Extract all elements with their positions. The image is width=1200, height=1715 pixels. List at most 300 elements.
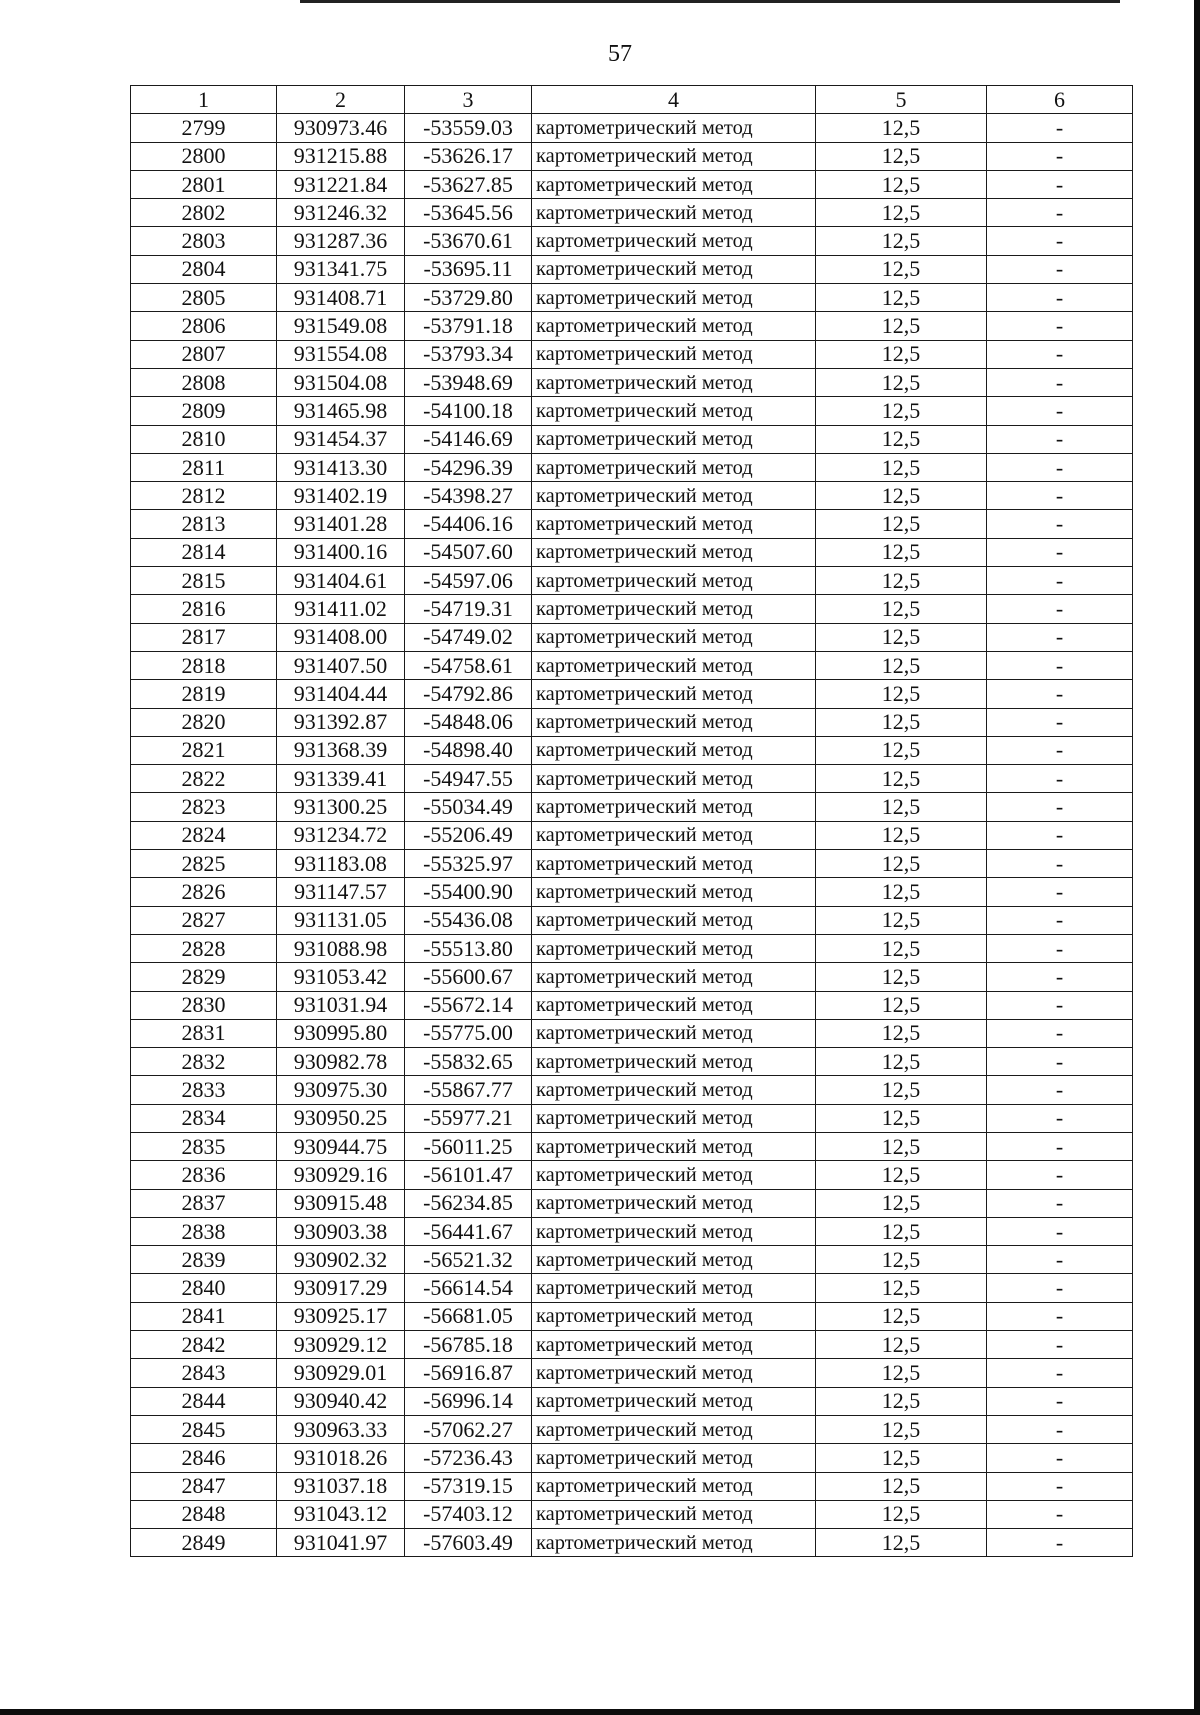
table-row bbox=[131, 538, 1133, 566]
point-number-cell: 2837 bbox=[131, 1189, 277, 1217]
method-cell: картометрический метод bbox=[532, 482, 816, 510]
method-cell: картометрический метод bbox=[532, 170, 816, 198]
y-coordinate-cell: -55206.49 bbox=[405, 821, 532, 849]
y-coordinate-cell: -55775.00 bbox=[405, 1019, 532, 1047]
table-row bbox=[131, 1161, 1133, 1189]
x-coordinate-cell: 931554.08 bbox=[277, 340, 405, 368]
x-coordinate-cell: 930982.78 bbox=[277, 1048, 405, 1076]
point-number-cell: 2838 bbox=[131, 1217, 277, 1245]
accuracy-cell: 12,5 bbox=[816, 1019, 987, 1047]
method-cell: картометрический метод bbox=[532, 425, 816, 453]
column-header: 6 bbox=[987, 86, 1133, 114]
accuracy-cell: 12,5 bbox=[816, 1189, 987, 1217]
note-cell: - bbox=[987, 340, 1133, 368]
accuracy-cell: 12,5 bbox=[816, 680, 987, 708]
x-coordinate-cell: 931215.88 bbox=[277, 142, 405, 170]
point-number-cell: 2820 bbox=[131, 708, 277, 736]
point-number-cell: 2848 bbox=[131, 1500, 277, 1528]
table-row bbox=[131, 623, 1133, 651]
scan-edge-right bbox=[1194, 0, 1200, 1715]
table-row bbox=[131, 227, 1133, 255]
table-row bbox=[131, 170, 1133, 198]
y-coordinate-cell: -57403.12 bbox=[405, 1500, 532, 1528]
table-row bbox=[131, 199, 1133, 227]
accuracy-cell: 12,5 bbox=[816, 170, 987, 198]
y-coordinate-cell: -57603.49 bbox=[405, 1529, 532, 1557]
x-coordinate-cell: 931400.16 bbox=[277, 538, 405, 566]
x-coordinate-cell: 931408.71 bbox=[277, 284, 405, 312]
point-number-cell: 2813 bbox=[131, 510, 277, 538]
note-cell: - bbox=[987, 878, 1133, 906]
x-coordinate-cell: 931300.25 bbox=[277, 793, 405, 821]
note-cell: - bbox=[987, 991, 1133, 1019]
accuracy-cell: 12,5 bbox=[816, 765, 987, 793]
y-coordinate-cell: -53791.18 bbox=[405, 312, 532, 340]
table-row bbox=[131, 1359, 1133, 1387]
note-cell: - bbox=[987, 1246, 1133, 1274]
table-row bbox=[131, 1444, 1133, 1472]
x-coordinate-cell: 931401.28 bbox=[277, 510, 405, 538]
table-row bbox=[131, 878, 1133, 906]
y-coordinate-cell: -53729.80 bbox=[405, 284, 532, 312]
y-coordinate-cell: -54398.27 bbox=[405, 482, 532, 510]
accuracy-cell: 12,5 bbox=[816, 510, 987, 538]
x-coordinate-cell: 930915.48 bbox=[277, 1189, 405, 1217]
point-number-cell: 2817 bbox=[131, 623, 277, 651]
y-coordinate-cell: -54406.16 bbox=[405, 510, 532, 538]
x-coordinate-cell: 931504.08 bbox=[277, 368, 405, 396]
method-cell: картометрический метод bbox=[532, 1161, 816, 1189]
table-row bbox=[131, 368, 1133, 396]
y-coordinate-cell: -56916.87 bbox=[405, 1359, 532, 1387]
accuracy-cell: 12,5 bbox=[816, 878, 987, 906]
table-row bbox=[131, 1246, 1133, 1274]
point-number-cell: 2828 bbox=[131, 934, 277, 962]
scan-edge-top bbox=[300, 0, 1120, 3]
x-coordinate-cell: 931183.08 bbox=[277, 850, 405, 878]
y-coordinate-cell: -55867.77 bbox=[405, 1076, 532, 1104]
note-cell: - bbox=[987, 1189, 1133, 1217]
note-cell: - bbox=[987, 680, 1133, 708]
y-coordinate-cell: -53793.34 bbox=[405, 340, 532, 368]
x-coordinate-cell: 931088.98 bbox=[277, 934, 405, 962]
method-cell: картометрический метод bbox=[532, 623, 816, 651]
table-row bbox=[131, 1500, 1133, 1528]
accuracy-cell: 12,5 bbox=[816, 1302, 987, 1330]
accuracy-cell: 12,5 bbox=[816, 312, 987, 340]
note-cell: - bbox=[987, 1274, 1133, 1302]
accuracy-cell: 12,5 bbox=[816, 850, 987, 878]
accuracy-cell: 12,5 bbox=[816, 651, 987, 679]
x-coordinate-cell: 930963.33 bbox=[277, 1415, 405, 1443]
method-cell: картометрический метод bbox=[532, 906, 816, 934]
point-number-cell: 2818 bbox=[131, 651, 277, 679]
y-coordinate-cell: -53948.69 bbox=[405, 368, 532, 396]
accuracy-cell: 12,5 bbox=[816, 453, 987, 481]
accuracy-cell: 12,5 bbox=[816, 906, 987, 934]
accuracy-cell: 12,5 bbox=[816, 1444, 987, 1472]
y-coordinate-cell: -56101.47 bbox=[405, 1161, 532, 1189]
note-cell: - bbox=[987, 906, 1133, 934]
point-number-cell: 2832 bbox=[131, 1048, 277, 1076]
accuracy-cell: 12,5 bbox=[816, 934, 987, 962]
x-coordinate-cell: 931037.18 bbox=[277, 1472, 405, 1500]
x-coordinate-cell: 930975.30 bbox=[277, 1076, 405, 1104]
y-coordinate-cell: -54100.18 bbox=[405, 397, 532, 425]
column-header: 2 bbox=[277, 86, 405, 114]
point-number-cell: 2827 bbox=[131, 906, 277, 934]
column-header: 3 bbox=[405, 86, 532, 114]
table-row bbox=[131, 736, 1133, 764]
x-coordinate-cell: 930903.38 bbox=[277, 1217, 405, 1245]
note-cell: - bbox=[987, 1472, 1133, 1500]
y-coordinate-cell: -54146.69 bbox=[405, 425, 532, 453]
y-coordinate-cell: -53559.03 bbox=[405, 114, 532, 142]
note-cell: - bbox=[987, 1387, 1133, 1415]
point-number-cell: 2814 bbox=[131, 538, 277, 566]
method-cell: картометрический метод bbox=[532, 1359, 816, 1387]
accuracy-cell: 12,5 bbox=[816, 1076, 987, 1104]
note-cell: - bbox=[987, 1217, 1133, 1245]
point-number-cell: 2815 bbox=[131, 567, 277, 595]
point-number-cell: 2845 bbox=[131, 1415, 277, 1443]
method-cell: картометрический метод bbox=[532, 284, 816, 312]
point-number-cell: 2829 bbox=[131, 963, 277, 991]
x-coordinate-cell: 930995.80 bbox=[277, 1019, 405, 1047]
table-row bbox=[131, 397, 1133, 425]
table-row bbox=[131, 1019, 1133, 1047]
method-cell: картометрический метод bbox=[532, 114, 816, 142]
note-cell: - bbox=[987, 1500, 1133, 1528]
note-cell: - bbox=[987, 934, 1133, 962]
method-cell: картометрический метод bbox=[532, 1472, 816, 1500]
method-cell: картометрический метод bbox=[532, 1274, 816, 1302]
y-coordinate-cell: -55400.90 bbox=[405, 878, 532, 906]
point-number-cell: 2834 bbox=[131, 1104, 277, 1132]
method-cell: картометрический метод bbox=[532, 850, 816, 878]
point-number-cell: 2804 bbox=[131, 255, 277, 283]
coordinates-table bbox=[130, 85, 1133, 1557]
x-coordinate-cell: 930902.32 bbox=[277, 1246, 405, 1274]
point-number-cell: 2808 bbox=[131, 368, 277, 396]
x-coordinate-cell: 931408.00 bbox=[277, 623, 405, 651]
method-cell: картометрический метод bbox=[532, 1415, 816, 1443]
method-cell: картометрический метод bbox=[532, 1387, 816, 1415]
y-coordinate-cell: -54719.31 bbox=[405, 595, 532, 623]
note-cell: - bbox=[987, 1161, 1133, 1189]
y-coordinate-cell: -54758.61 bbox=[405, 651, 532, 679]
point-number-cell: 2819 bbox=[131, 680, 277, 708]
y-coordinate-cell: -54848.06 bbox=[405, 708, 532, 736]
x-coordinate-cell: 931031.94 bbox=[277, 991, 405, 1019]
table-row bbox=[131, 595, 1133, 623]
table-row bbox=[131, 1331, 1133, 1359]
table-row bbox=[131, 1132, 1133, 1160]
method-cell: картометрический метод bbox=[532, 199, 816, 227]
table-row bbox=[131, 765, 1133, 793]
point-number-cell: 2846 bbox=[131, 1444, 277, 1472]
accuracy-cell: 12,5 bbox=[816, 1048, 987, 1076]
method-cell: картометрический метод bbox=[532, 567, 816, 595]
method-cell: картометрический метод bbox=[532, 963, 816, 991]
note-cell: - bbox=[987, 170, 1133, 198]
point-number-cell: 2803 bbox=[131, 227, 277, 255]
y-coordinate-cell: -55832.65 bbox=[405, 1048, 532, 1076]
table-row bbox=[131, 1302, 1133, 1330]
x-coordinate-cell: 931549.08 bbox=[277, 312, 405, 340]
x-coordinate-cell: 931465.98 bbox=[277, 397, 405, 425]
table-row bbox=[131, 850, 1133, 878]
table-row bbox=[131, 821, 1133, 849]
x-coordinate-cell: 930940.42 bbox=[277, 1387, 405, 1415]
y-coordinate-cell: -55034.49 bbox=[405, 793, 532, 821]
accuracy-cell: 12,5 bbox=[816, 114, 987, 142]
method-cell: картометрический метод bbox=[532, 1048, 816, 1076]
accuracy-cell: 12,5 bbox=[816, 340, 987, 368]
note-cell: - bbox=[987, 510, 1133, 538]
method-cell: картометрический метод bbox=[532, 1246, 816, 1274]
note-cell: - bbox=[987, 1302, 1133, 1330]
accuracy-cell: 12,5 bbox=[816, 368, 987, 396]
x-coordinate-cell: 931341.75 bbox=[277, 255, 405, 283]
accuracy-cell: 12,5 bbox=[816, 708, 987, 736]
method-cell: картометрический метод bbox=[532, 142, 816, 170]
table-row bbox=[131, 312, 1133, 340]
point-number-cell: 2805 bbox=[131, 284, 277, 312]
accuracy-cell: 12,5 bbox=[816, 1274, 987, 1302]
y-coordinate-cell: -54597.06 bbox=[405, 567, 532, 595]
accuracy-cell: 12,5 bbox=[816, 425, 987, 453]
y-coordinate-cell: -54792.86 bbox=[405, 680, 532, 708]
note-cell: - bbox=[987, 199, 1133, 227]
table-row bbox=[131, 510, 1133, 538]
point-number-cell: 2843 bbox=[131, 1359, 277, 1387]
method-cell: картометрический метод bbox=[532, 878, 816, 906]
table-row bbox=[131, 934, 1133, 962]
x-coordinate-cell: 931221.84 bbox=[277, 170, 405, 198]
accuracy-cell: 12,5 bbox=[816, 1359, 987, 1387]
note-cell: - bbox=[987, 1104, 1133, 1132]
table-row bbox=[131, 1274, 1133, 1302]
y-coordinate-cell: -57062.27 bbox=[405, 1415, 532, 1443]
x-coordinate-cell: 931131.05 bbox=[277, 906, 405, 934]
accuracy-cell: 12,5 bbox=[816, 1529, 987, 1557]
y-coordinate-cell: -54507.60 bbox=[405, 538, 532, 566]
y-coordinate-cell: -55600.67 bbox=[405, 963, 532, 991]
x-coordinate-cell: 931411.02 bbox=[277, 595, 405, 623]
y-coordinate-cell: -55436.08 bbox=[405, 906, 532, 934]
point-number-cell: 2835 bbox=[131, 1132, 277, 1160]
note-cell: - bbox=[987, 567, 1133, 595]
y-coordinate-cell: -55672.14 bbox=[405, 991, 532, 1019]
note-cell: - bbox=[987, 368, 1133, 396]
point-number-cell: 2830 bbox=[131, 991, 277, 1019]
method-cell: картометрический метод bbox=[532, 1132, 816, 1160]
note-cell: - bbox=[987, 595, 1133, 623]
accuracy-cell: 12,5 bbox=[816, 595, 987, 623]
note-cell: - bbox=[987, 397, 1133, 425]
note-cell: - bbox=[987, 538, 1133, 566]
x-coordinate-cell: 931407.50 bbox=[277, 651, 405, 679]
note-cell: - bbox=[987, 821, 1133, 849]
method-cell: картометрический метод bbox=[532, 1529, 816, 1557]
table-row bbox=[131, 1387, 1133, 1415]
note-cell: - bbox=[987, 284, 1133, 312]
point-number-cell: 2833 bbox=[131, 1076, 277, 1104]
table-row bbox=[131, 482, 1133, 510]
note-cell: - bbox=[987, 453, 1133, 481]
point-number-cell: 2807 bbox=[131, 340, 277, 368]
note-cell: - bbox=[987, 1359, 1133, 1387]
accuracy-cell: 12,5 bbox=[816, 255, 987, 283]
method-cell: картометрический метод bbox=[532, 1217, 816, 1245]
x-coordinate-cell: 930973.46 bbox=[277, 114, 405, 142]
table-row bbox=[131, 651, 1133, 679]
note-cell: - bbox=[987, 255, 1133, 283]
point-number-cell: 2826 bbox=[131, 878, 277, 906]
accuracy-cell: 12,5 bbox=[816, 284, 987, 312]
point-number-cell: 2823 bbox=[131, 793, 277, 821]
x-coordinate-cell: 930929.12 bbox=[277, 1331, 405, 1359]
x-coordinate-cell: 931402.19 bbox=[277, 482, 405, 510]
point-number-cell: 2841 bbox=[131, 1302, 277, 1330]
accuracy-cell: 12,5 bbox=[816, 963, 987, 991]
method-cell: картометрический метод bbox=[532, 1444, 816, 1472]
accuracy-cell: 12,5 bbox=[816, 199, 987, 227]
method-cell: картометрический метод bbox=[532, 312, 816, 340]
x-coordinate-cell: 930925.17 bbox=[277, 1302, 405, 1330]
point-number-cell: 2842 bbox=[131, 1331, 277, 1359]
method-cell: картометрический метод bbox=[532, 397, 816, 425]
y-coordinate-cell: -53695.11 bbox=[405, 255, 532, 283]
point-number-cell: 2822 bbox=[131, 765, 277, 793]
note-cell: - bbox=[987, 1444, 1133, 1472]
y-coordinate-cell: -54898.40 bbox=[405, 736, 532, 764]
accuracy-cell: 12,5 bbox=[816, 1500, 987, 1528]
note-cell: - bbox=[987, 651, 1133, 679]
x-coordinate-cell: 931246.32 bbox=[277, 199, 405, 227]
point-number-cell: 2824 bbox=[131, 821, 277, 849]
x-coordinate-cell: 931147.57 bbox=[277, 878, 405, 906]
y-coordinate-cell: -57319.15 bbox=[405, 1472, 532, 1500]
table-row bbox=[131, 453, 1133, 481]
y-coordinate-cell: -56234.85 bbox=[405, 1189, 532, 1217]
x-coordinate-cell: 931392.87 bbox=[277, 708, 405, 736]
accuracy-cell: 12,5 bbox=[816, 821, 987, 849]
method-cell: картометрический метод bbox=[532, 765, 816, 793]
accuracy-cell: 12,5 bbox=[816, 538, 987, 566]
point-number-cell: 2831 bbox=[131, 1019, 277, 1047]
method-cell: картометрический метод bbox=[532, 538, 816, 566]
method-cell: картометрический метод bbox=[532, 1189, 816, 1217]
y-coordinate-cell: -55513.80 bbox=[405, 934, 532, 962]
note-cell: - bbox=[987, 114, 1133, 142]
method-cell: картометрический метод bbox=[532, 255, 816, 283]
method-cell: картометрический метод bbox=[532, 1500, 816, 1528]
x-coordinate-cell: 931043.12 bbox=[277, 1500, 405, 1528]
point-number-cell: 2800 bbox=[131, 142, 277, 170]
table-row bbox=[131, 793, 1133, 821]
method-cell: картометрический метод bbox=[532, 453, 816, 481]
y-coordinate-cell: -56996.14 bbox=[405, 1387, 532, 1415]
accuracy-cell: 12,5 bbox=[816, 1217, 987, 1245]
point-number-cell: 2811 bbox=[131, 453, 277, 481]
note-cell: - bbox=[987, 1415, 1133, 1443]
x-coordinate-cell: 931018.26 bbox=[277, 1444, 405, 1472]
accuracy-cell: 12,5 bbox=[816, 1472, 987, 1500]
x-coordinate-cell: 931234.72 bbox=[277, 821, 405, 849]
note-cell: - bbox=[987, 793, 1133, 821]
method-cell: картометрический метод bbox=[532, 1302, 816, 1330]
x-coordinate-cell: 930917.29 bbox=[277, 1274, 405, 1302]
point-number-cell: 2816 bbox=[131, 595, 277, 623]
point-number-cell: 2849 bbox=[131, 1529, 277, 1557]
table-row bbox=[131, 1472, 1133, 1500]
x-coordinate-cell: 930950.25 bbox=[277, 1104, 405, 1132]
table-row bbox=[131, 255, 1133, 283]
method-cell: картометрический метод bbox=[532, 1104, 816, 1132]
point-number-cell: 2839 bbox=[131, 1246, 277, 1274]
method-cell: картометрический метод bbox=[532, 680, 816, 708]
point-number-cell: 2799 bbox=[131, 114, 277, 142]
method-cell: картометрический метод bbox=[532, 340, 816, 368]
note-cell: - bbox=[987, 1048, 1133, 1076]
method-cell: картометрический метод bbox=[532, 368, 816, 396]
note-cell: - bbox=[987, 1331, 1133, 1359]
point-number-cell: 2836 bbox=[131, 1161, 277, 1189]
point-number-cell: 2812 bbox=[131, 482, 277, 510]
point-number-cell: 2821 bbox=[131, 736, 277, 764]
point-number-cell: 2801 bbox=[131, 170, 277, 198]
y-coordinate-cell: -53645.56 bbox=[405, 199, 532, 227]
note-cell: - bbox=[987, 708, 1133, 736]
y-coordinate-cell: -56614.54 bbox=[405, 1274, 532, 1302]
y-coordinate-cell: -53627.85 bbox=[405, 170, 532, 198]
accuracy-cell: 12,5 bbox=[816, 1246, 987, 1274]
table-row bbox=[131, 680, 1133, 708]
x-coordinate-cell: 930944.75 bbox=[277, 1132, 405, 1160]
table-row bbox=[131, 708, 1133, 736]
accuracy-cell: 12,5 bbox=[816, 397, 987, 425]
point-number-cell: 2806 bbox=[131, 312, 277, 340]
point-number-cell: 2825 bbox=[131, 850, 277, 878]
x-coordinate-cell: 930929.16 bbox=[277, 1161, 405, 1189]
accuracy-cell: 12,5 bbox=[816, 991, 987, 1019]
note-cell: - bbox=[987, 765, 1133, 793]
method-cell: картометрический метод bbox=[532, 510, 816, 538]
table-row bbox=[131, 1104, 1133, 1132]
table-row bbox=[131, 1076, 1133, 1104]
y-coordinate-cell: -56681.05 bbox=[405, 1302, 532, 1330]
note-cell: - bbox=[987, 1019, 1133, 1047]
note-cell: - bbox=[987, 425, 1133, 453]
method-cell: картометрический метод bbox=[532, 736, 816, 764]
y-coordinate-cell: -53670.61 bbox=[405, 227, 532, 255]
accuracy-cell: 12,5 bbox=[816, 1387, 987, 1415]
method-cell: картометрический метод bbox=[532, 708, 816, 736]
accuracy-cell: 12,5 bbox=[816, 793, 987, 821]
point-number-cell: 2810 bbox=[131, 425, 277, 453]
table-row bbox=[131, 1415, 1133, 1443]
accuracy-cell: 12,5 bbox=[816, 567, 987, 595]
point-number-cell: 2809 bbox=[131, 397, 277, 425]
point-number-cell: 2840 bbox=[131, 1274, 277, 1302]
column-header: 5 bbox=[816, 86, 987, 114]
method-cell: картометрический метод bbox=[532, 821, 816, 849]
accuracy-cell: 12,5 bbox=[816, 623, 987, 651]
point-number-cell: 2802 bbox=[131, 199, 277, 227]
page-number: 57 bbox=[608, 41, 632, 67]
